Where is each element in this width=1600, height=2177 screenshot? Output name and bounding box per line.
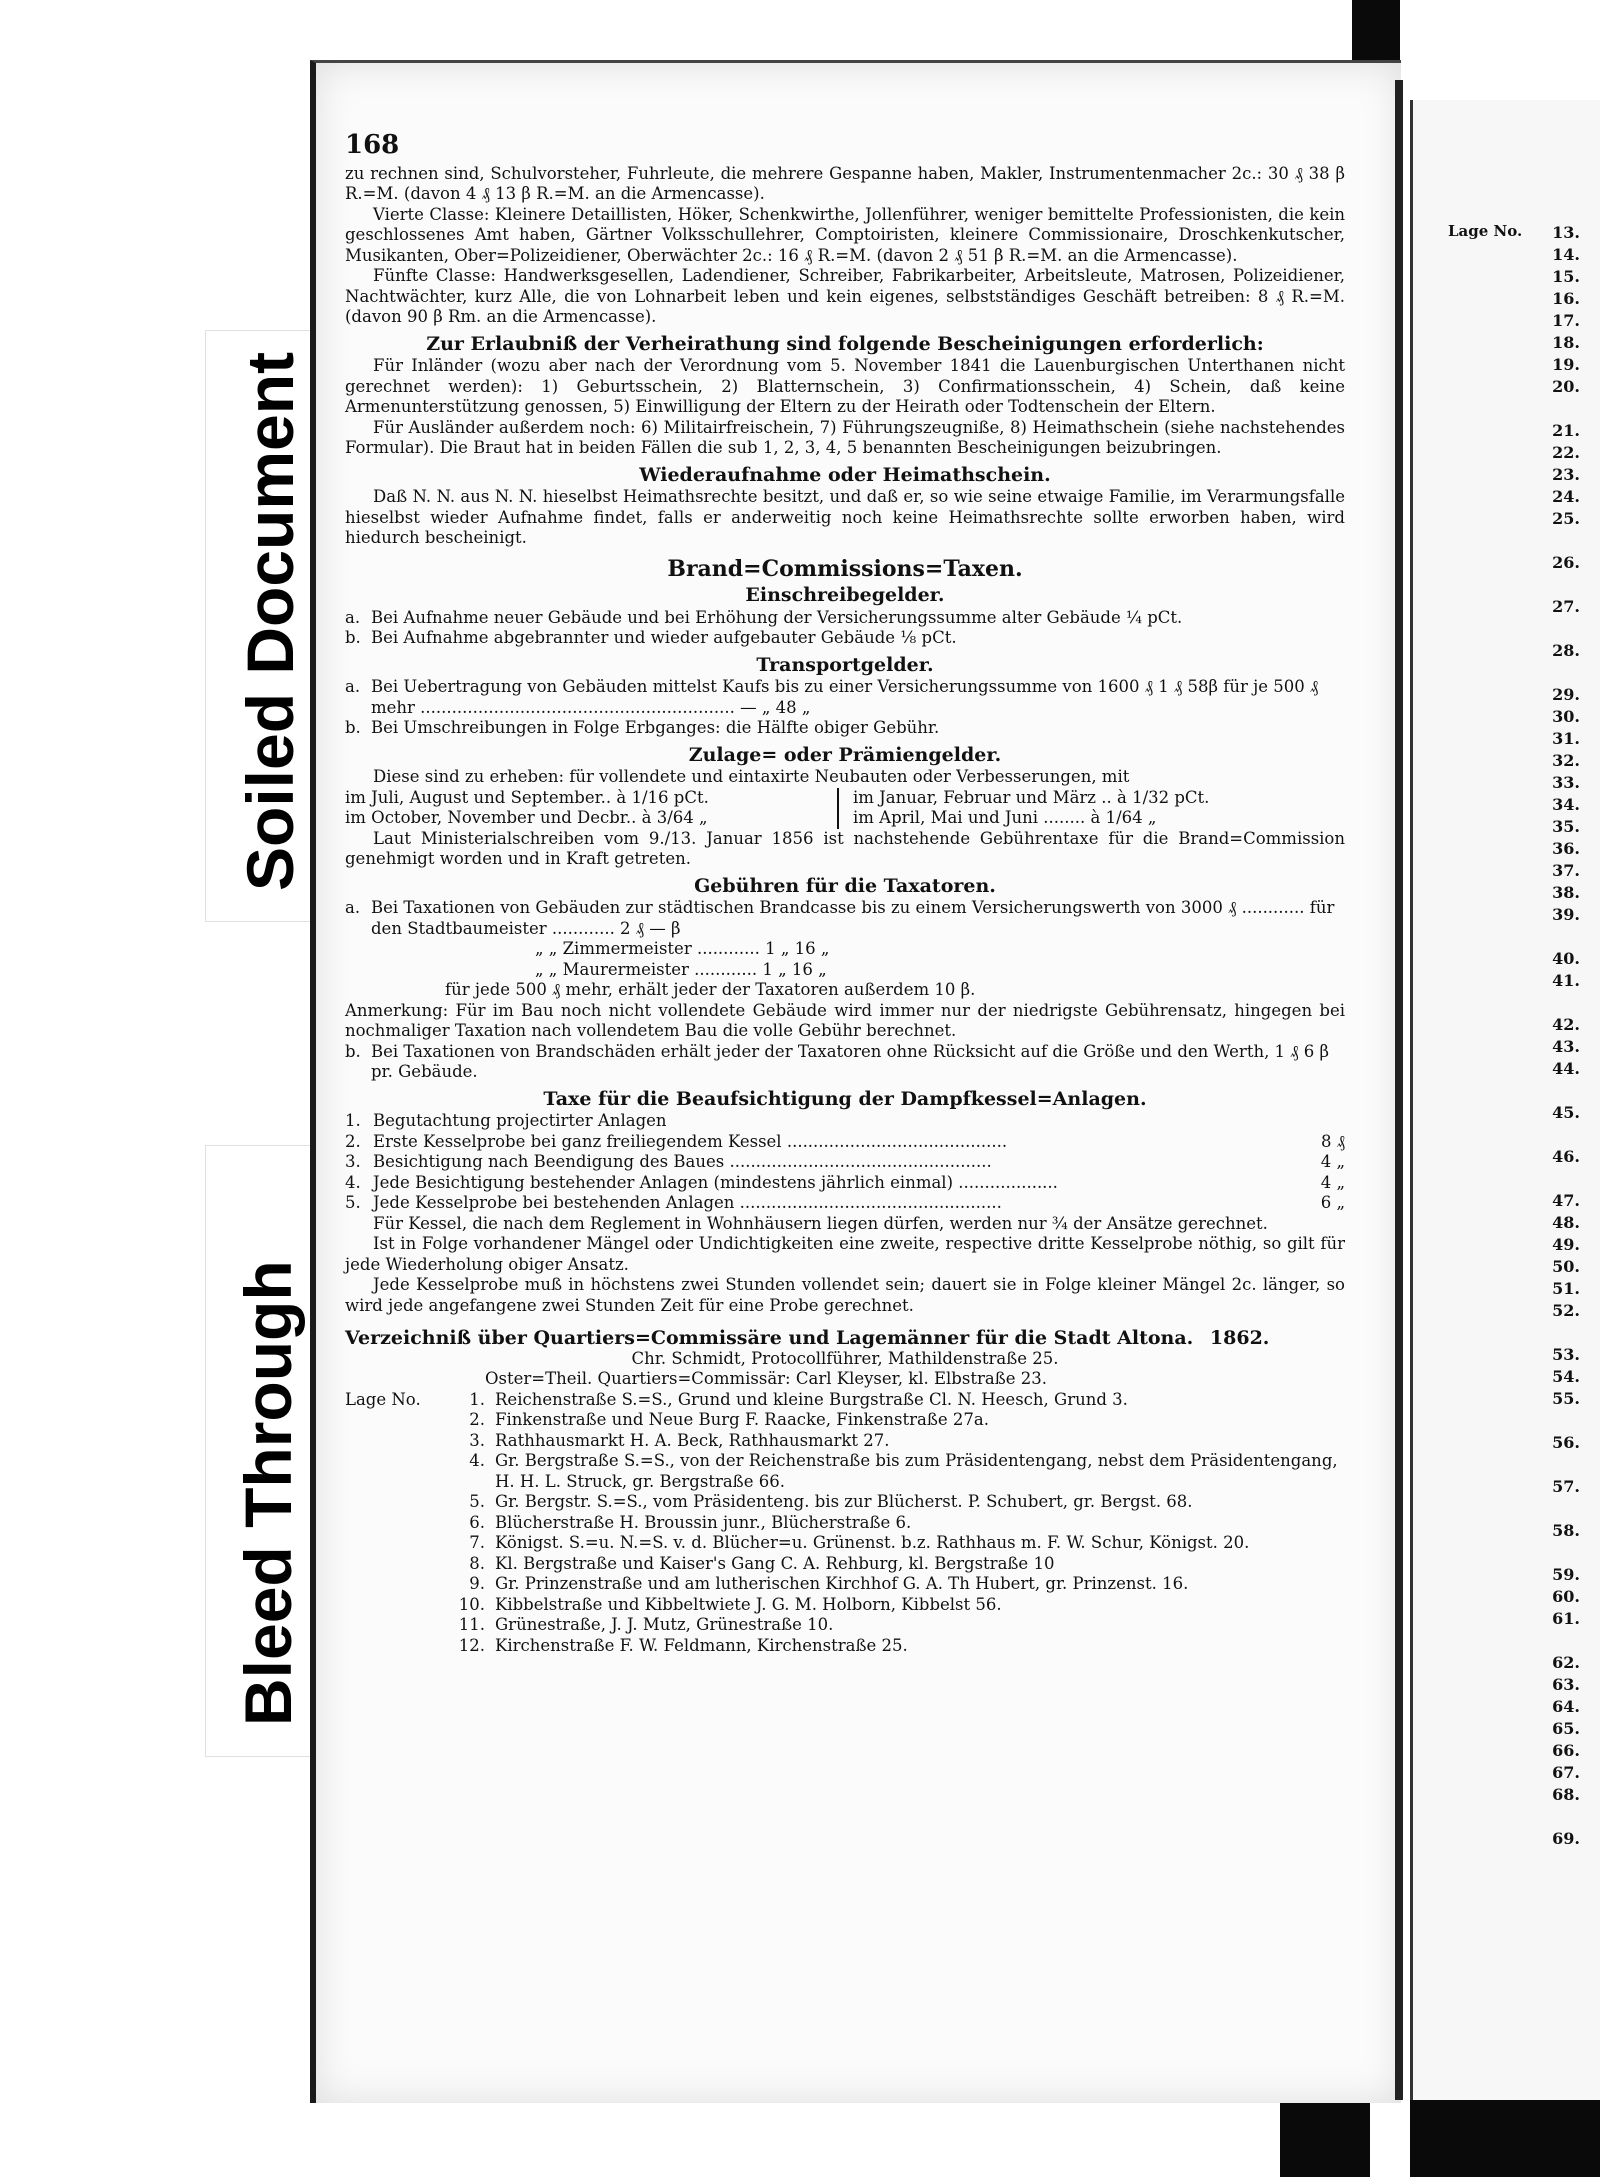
lage-row (345, 1636, 1345, 1657)
item-number: 3. (345, 1152, 361, 1171)
heading-marriage: Zur Erlaubniß der Verheirathung sind folgende Bescheinigungen erforderlich: (426, 332, 1264, 355)
lage-text: Finkenstraße und Neue Burg F. Raacke, Finkenstraße 27a. (495, 1410, 989, 1429)
facing-page-number (1520, 398, 1580, 420)
facing-page-number: 42. (1552, 1015, 1580, 1034)
facing-page-number: 68. (1552, 1785, 1580, 1804)
item-label: b. (345, 628, 361, 647)
lage-row (345, 1595, 1345, 1616)
gebuehren-sublines (345, 939, 1345, 980)
lage-number: 5. (469, 1492, 485, 1511)
facing-page-number: 24. (1552, 487, 1580, 506)
facing-page-numbers (1520, 222, 1580, 1850)
zulage-note: Laut Ministerialschreiben vom 9./13. Januar 1856 ist nachstehende Gebührentaxe für die Brand=Commission genehmigt worden und in Kraft getreten. (345, 828, 1345, 868)
lage-row (345, 1492, 1345, 1513)
soiled-document-label: Soiled Document (233, 351, 307, 891)
page-number: 168 (345, 130, 400, 160)
page-gutter (1395, 80, 1403, 2100)
lage-row (345, 1574, 1345, 1595)
gebuehren-line: „ „ Zimmermeister ............ 1 „ 16 „ (535, 939, 830, 958)
page-content (345, 130, 1345, 1656)
item-label: b. (345, 718, 361, 737)
facing-page-number: 35. (1552, 817, 1580, 836)
facing-page-number: 57. (1552, 1477, 1580, 1496)
lage-row (345, 1431, 1345, 1452)
item-number: 2. (345, 1131, 361, 1151)
intro-paragraph-1: zu rechnen sind, Schulvorsteher, Fuhrleute, die mehrere Gespanne haben, Makler, Instrumentenmacher 2c.: 30 ₰ 38 β R.=M. (davon 4 ₰ 13 β R.=M. an die Armencasse). (345, 163, 1345, 203)
register-title-text: Verzeichniß über Quartiers=Commissäre und Lagemänner für die Stadt Altona. (345, 1327, 1194, 1349)
lage-number: 4. (469, 1451, 485, 1470)
facing-page-number: 48. (1552, 1213, 1580, 1232)
lage-label: Lage No. (345, 1389, 421, 1409)
lage-text: Reichenstraße S.=S., Grund und kleine Burgstraße Cl. N. Heesch, Grund 3. (495, 1389, 1128, 1409)
facing-page-number (1520, 1080, 1580, 1102)
facing-page-number (1520, 1630, 1580, 1652)
facing-page-number: 50. (1552, 1257, 1580, 1276)
facing-page-number (1520, 1542, 1580, 1564)
facing-page-number: 46. (1552, 1147, 1580, 1166)
marriage-paragraph-1: Für Inländer (wozu aber nach der Verordnung vom 5. November 1841 die Lauenburgischen Unterthanen nicht gerechnet werden): 1) Geburtsschein, 2) Blatternschein, 3) Confirmationsschein, 4) Schein, daß keine Armenunterstützung genossen, 5) Einwilligung der Eltern zu der Heirath oder Todtenschein der Eltern. (345, 356, 1345, 416)
heading-zulage: Zulage= oder Prämiengelder. (688, 743, 1002, 766)
facing-page-number: 38. (1552, 883, 1580, 902)
dampf-item (345, 1152, 1345, 1173)
facing-page-number: 58. (1552, 1521, 1580, 1540)
facing-page-number: 65. (1552, 1719, 1580, 1738)
item-text: Bei Aufnahme abgebrannter und wieder aufgebauter Gebäude ⅛ pCt. (371, 628, 957, 647)
lage-row (345, 1533, 1345, 1554)
item-label: a. (345, 898, 361, 917)
gebuehren-item-a (345, 898, 1345, 939)
facing-page-number: 47. (1552, 1191, 1580, 1210)
facing-page-number: 51. (1552, 1279, 1580, 1298)
heading-einschreibe: Einschreibegelder. (745, 584, 945, 606)
item-text: Jede Besichtigung bestehender Anlagen (mindestens jährlich einmal) ................... (373, 1172, 1058, 1192)
facing-page-number: 56. (1552, 1433, 1580, 1452)
lage-row (345, 1513, 1345, 1534)
lage-text: Rathhausmarkt H. A. Beck, Rathhausmarkt 27. (495, 1430, 890, 1450)
facing-page-number: 64. (1552, 1697, 1580, 1716)
facing-page-number: 49. (1552, 1235, 1580, 1254)
facing-page-number (1520, 1410, 1580, 1432)
facing-page-number: 21. (1552, 421, 1580, 440)
lage-row (345, 1615, 1345, 1636)
facing-page-number (1520, 574, 1580, 596)
bleed-through-label: Bleed Through (231, 1260, 305, 1726)
item-text: Besichtigung nach Beendigung des Baues .................................................. (373, 1152, 992, 1171)
einschreibe-item (345, 608, 1345, 629)
facing-page-number (1520, 1454, 1580, 1476)
heading-heimath: Wiederaufnahme oder Heimathschein. (639, 463, 1051, 486)
facing-page-number: 63. (1552, 1675, 1580, 1694)
sidebar (0, 0, 330, 2177)
transport-item (345, 677, 1345, 718)
protocol-line: Chr. Schmidt, Protocollführer, Mathildenstraße 25. (631, 1348, 1059, 1368)
zulage-rate: im Januar, Februar und März .. à 1/32 pCt. (853, 787, 1210, 807)
facing-page-number: 23. (1552, 465, 1580, 484)
lage-text: Blücherstraße H. Broussin junr., Blücherstraße 6. (495, 1512, 912, 1532)
facing-page-number: 69. (1552, 1829, 1580, 1848)
item-text: Bei Umschreibungen in Folge Erbganges: die Hälfte obiger Gebühr. (371, 718, 940, 737)
facing-page-number (1520, 1322, 1580, 1344)
facing-page-number: 66. (1552, 1741, 1580, 1760)
intro-paragraph-3: Fünfte Classe: Handwerksgesellen, Ladendiener, Schreiber, Fabrikarbeiter, Arbeitsleute, Matrosen, Polizeidiener, Nachtwächter, kurz Alle, die von Lohnarbeit leben und kein eigenes, selbstständiges Geschäft betreiben: 8 ₰ R.=M. (davon 90 β Rm. an die Armencasse). (345, 266, 1345, 326)
facing-page-number: 13. (1552, 223, 1580, 242)
scan-bar-bottom-right-2 (1410, 2100, 1600, 2177)
facing-page-number: 55. (1552, 1389, 1580, 1408)
facing-page-number: 33. (1552, 773, 1580, 792)
item-amount: 4 „ (1320, 1152, 1345, 1171)
facing-page-number: 20. (1552, 377, 1580, 396)
gebuehren-extra: für jede 500 ₰ mehr, erhält jeder der Taxatoren außerdem 10 β. (445, 980, 976, 999)
lage-text: Kibbelstraße und Kibbeltwiete J. G. M. Holborn, Kibbelst 56. (495, 1594, 1002, 1614)
lage-number: 6. (469, 1512, 485, 1532)
lage-number: 3. (469, 1430, 485, 1450)
facing-page-number: 14. (1552, 245, 1580, 264)
facing-page-number: 19. (1552, 355, 1580, 374)
facing-page-number: 31. (1552, 729, 1580, 748)
item-amount: 8 ₰ (1321, 1131, 1345, 1151)
zulage-rate: im April, Mai und Juni ........ à 1/64 „ (853, 808, 1157, 827)
facing-page-number (1520, 530, 1580, 552)
item-text: Begutachtung projectirter Anlagen (373, 1111, 667, 1130)
lage-text: Gr. Bergstraße S.=S., von der Reichenstraße bis zum Präsidentengang, nebst dem Präsidentengang, H. H. L. Struck, gr. Bergstraße 66. (495, 1451, 1338, 1491)
facing-page-number: 18. (1552, 333, 1580, 352)
facing-page-number: 60. (1552, 1587, 1580, 1606)
item-text: Erste Kesselprobe bei ganz freiliegendem Kessel .......................................... (373, 1131, 1008, 1151)
facing-page-number: 40. (1552, 949, 1580, 968)
item-text: Bei Uebertragung von Gebäuden mittelst Kaufs bis zu einer Versicherungssumme von 1600 ₰ 1 ₰ 58β für je 500 ₰ mehr ............................................................ — „ 48 „ (371, 677, 1319, 717)
lage-number: 12. (458, 1635, 485, 1655)
facing-page-number: 61. (1552, 1609, 1580, 1628)
facing-page-number: 41. (1552, 971, 1580, 990)
facing-page-number (1520, 618, 1580, 640)
oster-theil-line: Oster=Theil. Quartiers=Commissär: Carl Kleyser, kl. Elbstraße 23. (485, 1369, 1047, 1388)
facing-page-number: 53. (1552, 1345, 1580, 1364)
facing-page-number: 44. (1552, 1059, 1580, 1078)
facing-page-number: 15. (1552, 267, 1580, 286)
heimath-paragraph: Daß N. N. aus N. N. hieselbst Heimathsrechte besitzt, und daß er, so wie seine etwaige Familie, im Verarmungsfalle hieselbst wieder Aufnahme findet, falls er anderweitig noch keine Heimathsrechte sollte erworben haben, wird hiedurch bescheinigt. (345, 487, 1345, 547)
facing-page-number: 34. (1552, 795, 1580, 814)
dampf-item (345, 1193, 1345, 1214)
item-number: 4. (345, 1172, 361, 1192)
facing-page-number: 17. (1552, 311, 1580, 330)
facing-page-number (1520, 926, 1580, 948)
heading-transport: Transportgelder. (756, 653, 934, 676)
transport-item (345, 718, 1345, 739)
facing-page-number: 22. (1552, 443, 1580, 462)
intro-paragraph-2: Vierte Classe: Kleinere Detaillisten, Höker, Schenkwirthe, Jollenführer, weniger bemittelte Professionisten, die kein geschlossenes Amt haben, Gärtner Volksschullehrer, Comptoiristen, kleinere Commissionaire, Droschkenkutscher, Musikanten, Ober=Polizeidiener, Oberwächter 2c.: 16 ₰ R.=M. (davon 2 ₰ 51 β R.=M. an die Armencasse). (345, 204, 1345, 265)
facing-page-number: 62. (1552, 1653, 1580, 1672)
facing-page-number (1520, 662, 1580, 684)
dampf-item (345, 1111, 1345, 1132)
dampf-note-3: Jede Kesselprobe muß in höchstens zwei Stunden vollendet sein; dauert sie in Folge kleiner Mängel 2c. länger, so wird jede angefangene zwei Stunden Zeit für eine Probe gerechnet. (345, 1275, 1345, 1315)
lage-number: 7. (469, 1533, 485, 1552)
gebuehren-item-b (345, 1042, 1345, 1083)
lage-number: 2. (469, 1410, 485, 1429)
lage-row (345, 1554, 1345, 1575)
facing-page-number: 36. (1552, 839, 1580, 858)
register-year: 1862. (1209, 1327, 1270, 1349)
einschreibe-item (345, 628, 1345, 649)
zulage-rate: im October, November und Decbr.. à 3/64 „ (345, 808, 708, 827)
facing-page-number (1520, 1124, 1580, 1146)
zulage-right-column (837, 788, 1345, 829)
item-text: Bei Aufnahme neuer Gebäude und bei Erhöhung der Versicherungssumme alter Gebäude ¼ pCt. (371, 607, 1183, 627)
facing-page-number (1520, 1168, 1580, 1190)
heading-dampf: Taxe für die Beaufsichtigung der Dampfkessel=Anlagen. (543, 1087, 1147, 1110)
lage-number: 10. (458, 1594, 485, 1614)
facing-page-number: 54. (1552, 1367, 1580, 1386)
lage-number: 11. (458, 1615, 485, 1634)
item-number: 5. (345, 1193, 361, 1212)
heading-brand: Brand=Commissions=Taxen. (667, 555, 1023, 582)
facing-page-number: 25. (1552, 509, 1580, 528)
facing-page-number (1520, 1498, 1580, 1520)
item-text: Bei Taxationen von Brandschäden erhält jeder der Taxatoren ohne Rücksicht auf die Größe und den Werth, 1 ₰ 6 β pr. Gebäude. (371, 1041, 1330, 1081)
lage-row (345, 1410, 1345, 1431)
gebuehren-line: „ „ Maurermeister ............ 1 „ 16 „ (535, 959, 827, 979)
zulage-rates (345, 788, 1345, 829)
item-text: Bei Taxationen von Gebäuden zur städtischen Brandcasse bis zu einem Versicherungswerth von 3000 ₰ ............ für den Stadtbaumeister ............ 2 ₰ — β (371, 898, 1335, 938)
facing-page-number: 39. (1552, 905, 1580, 924)
zulage-intro: Diese sind zu erheben: für vollendete und eintaxirte Neubauten oder Verbesserungen, mit (373, 767, 1130, 786)
item-amount: 4 „ (1320, 1172, 1345, 1192)
facing-page-number: 59. (1552, 1565, 1580, 1584)
register-title (345, 1328, 1345, 1349)
dampf-item (345, 1132, 1345, 1153)
lage-text: Gr. Prinzenstraße und am lutherischen Kirchhof G. A. Th Hubert, gr. Prinzenst. 16. (495, 1574, 1189, 1593)
facing-page-number: 52. (1552, 1301, 1580, 1320)
lage-text: Grünestraße, J. J. Mutz, Grünestraße 10. (495, 1615, 834, 1634)
facing-page-lage-label: Lage No. (1448, 222, 1523, 240)
marriage-paragraph-2: Für Ausländer außerdem noch: 6) Militairfreischein, 7) Führungszeugniße, 8) Heimathschein (siehe nachstehendes Formular). Die Braut hat in beiden Fällen die sub 1, 2, 3, 4, 5 benannten Bescheinigungen beizubringen. (345, 417, 1345, 457)
dampf-note-2: Ist in Folge vorhandener Mängel oder Undichtigkeiten eine zweite, respective dritte Kesselprobe nöthig, so gilt für jede Wiederholung obiger Ansatz. (345, 1234, 1345, 1274)
scan-bar-top-right-2 (1400, 0, 1600, 100)
facing-page-number (1520, 1806, 1580, 1828)
facing-page-number: 43. (1552, 1037, 1580, 1056)
lage-number: 1. (469, 1389, 485, 1409)
zulage-left-column (345, 788, 837, 829)
item-text: Jede Kesselprobe bei bestehenden Anlagen .................................................. (373, 1193, 1002, 1212)
facing-page-number: 67. (1552, 1763, 1580, 1782)
item-label: b. (345, 1041, 361, 1061)
facing-page-number: 28. (1552, 641, 1580, 660)
facing-page-number: 26. (1552, 553, 1580, 572)
facing-page-number: 37. (1552, 861, 1580, 880)
dampf-item (345, 1173, 1345, 1194)
dampf-note-1: Für Kessel, die nach dem Reglement in Wohnhäusern liegen dürfen, werden nur ¾ der Ansätze gerechnet. (373, 1213, 1268, 1233)
lage-row (345, 1390, 1345, 1411)
lage-number: 9. (469, 1574, 485, 1593)
lage-number: 8. (469, 1553, 485, 1573)
lage-text: Königst. S.=u. N.=S. v. d. Blücher=u. Grünenst. b.z. Rathhaus m. F. W. Schur, Königst. 20. (495, 1533, 1250, 1552)
heading-gebuehren: Gebühren für die Taxatoren. (694, 874, 996, 897)
facing-page-number: 16. (1552, 289, 1580, 308)
facing-page-number (1520, 992, 1580, 1014)
item-number: 1. (345, 1111, 361, 1130)
facing-page-number: 30. (1552, 707, 1580, 726)
facing-page-number: 45. (1552, 1103, 1580, 1122)
facing-page-number: 29. (1552, 685, 1580, 704)
facing-page-number: 27. (1552, 597, 1580, 616)
anmerkung: Anmerkung: Für im Bau noch nicht vollendete Gebäude wird immer nur der niedrigste Gebührensatz, hingegen bei nochmaliger Taxation nach vollendetem Bau die volle Gebühr berechnet. (345, 1000, 1345, 1040)
lage-text: Kl. Bergstraße und Kaiser's Gang C. A. Rehburg, kl. Bergstraße 10 (495, 1553, 1055, 1573)
lage-text: Gr. Bergstr. S.=S., vom Präsidenteng. bis zur Blücherst. P. Schubert, gr. Bergst. 68. (495, 1492, 1193, 1511)
item-amount (1285, 1111, 1345, 1132)
item-label: a. (345, 607, 361, 627)
item-label: a. (345, 677, 361, 696)
lage-row (345, 1451, 1345, 1492)
zulage-rate: im Juli, August und September.. à 1/16 pCt. (345, 787, 709, 807)
lage-text: Kirchenstraße F. W. Feldmann, Kirchenstraße 25. (495, 1635, 908, 1655)
facing-page-number: 32. (1552, 751, 1580, 770)
item-amount: 6 „ (1320, 1193, 1345, 1212)
